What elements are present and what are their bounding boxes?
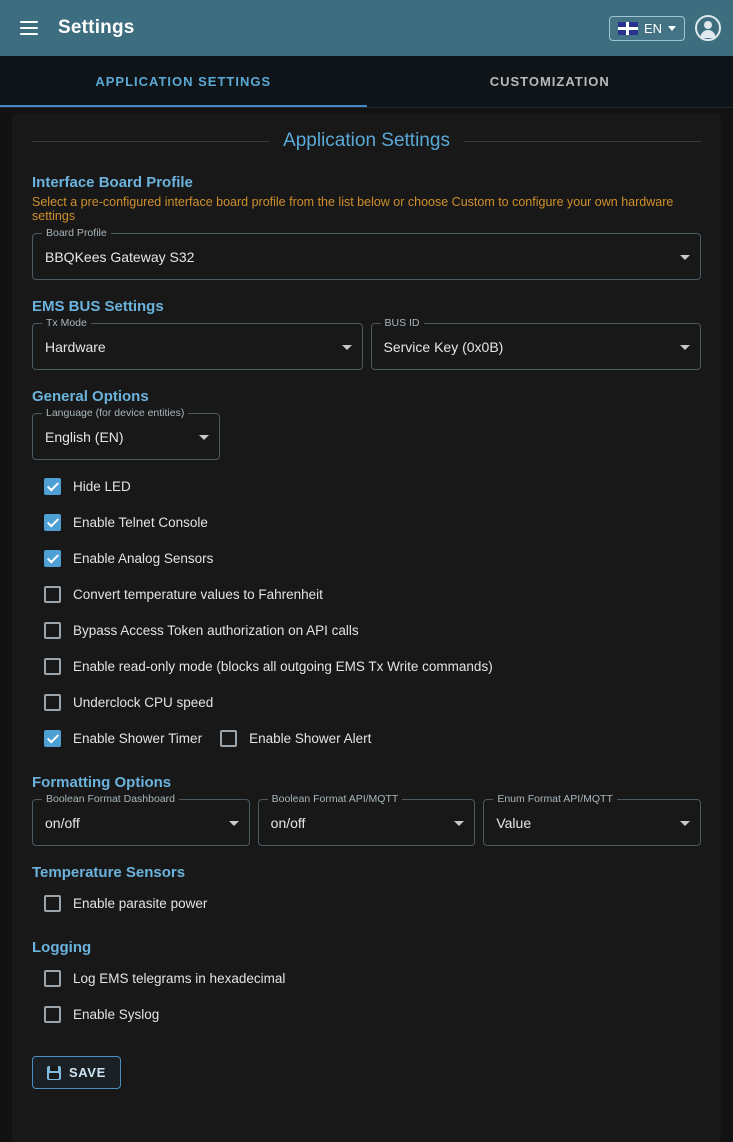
section-formatting-options (32, 774, 701, 846)
chevron-down-icon (668, 26, 676, 31)
checkbox-label: Enable Shower Timer (73, 730, 203, 746)
checkbox-label: Hide LED (73, 478, 131, 494)
boolean-format-dashboard-select[interactable] (32, 793, 250, 846)
checkbox-enable-shower-timer[interactable] (32, 730, 202, 747)
section-description: Select a pre-configured interface board profile from the list below or choose Custom to configure your own hardware settings (32, 195, 674, 223)
content-title: Application Settings (283, 130, 450, 151)
boolean-format-api-value: on/off (270, 814, 306, 831)
hamburger-bar (20, 27, 38, 29)
checkbox-box (44, 550, 61, 567)
section-heading: EMS BUS Settings (32, 298, 164, 315)
uk-flag-icon (618, 22, 638, 35)
section-heading: Logging (32, 939, 92, 956)
topbar-actions (609, 15, 721, 41)
enum-format-api-label: Enum Format API/MQTT (493, 793, 617, 805)
hamburger-bar (20, 21, 38, 23)
checkbox-label: Enable Analog Sensors (73, 550, 214, 566)
board-profile-value: BBQKees Gateway S32 (45, 248, 195, 265)
language-select[interactable] (32, 407, 220, 460)
checkbox-convert-fahrenheit[interactable] (32, 586, 323, 603)
ems-bus-fields-row (32, 317, 701, 370)
divider-left (32, 141, 269, 142)
bus-id-label: BUS ID (381, 317, 424, 329)
checkbox-box (44, 658, 61, 675)
checkbox-box (44, 970, 61, 987)
checkbox-row-shower (32, 720, 701, 756)
formatting-fields-row (32, 793, 701, 846)
tab-bar (0, 56, 733, 108)
checkbox-label: Enable parasite power (73, 895, 208, 911)
checkbox-underclock-cpu[interactable] (32, 694, 213, 711)
checkbox-row-read-only-mode (32, 648, 701, 684)
language-value: English (EN) (45, 428, 124, 445)
hamburger-bar (20, 33, 38, 35)
checkbox-box (44, 694, 61, 711)
checkbox-enable-analog-sensors[interactable] (32, 550, 213, 567)
page-title: Settings (58, 17, 135, 38)
section-heading: Formatting Options (32, 774, 172, 791)
chevron-down-icon (454, 821, 464, 826)
language-label: Language (for device entities) (42, 407, 188, 419)
checkbox-row-log-ems-telegrams (32, 960, 701, 996)
section-logging (32, 939, 701, 1032)
checkbox-box (44, 895, 61, 912)
section-heading: Temperature Sensors (32, 864, 186, 881)
save-disk-icon (47, 1066, 61, 1080)
chevron-down-icon (199, 435, 209, 440)
boolean-format-dashboard-label: Boolean Format Dashboard (42, 793, 179, 805)
checkbox-enable-syslog[interactable] (32, 1006, 159, 1023)
tab-customization[interactable] (367, 56, 733, 107)
checkbox-box (44, 1006, 61, 1023)
tx-mode-label: Tx Mode (42, 317, 91, 329)
checkbox-row-enable-telnet-console (32, 504, 701, 540)
checkbox-row-enable-syslog (32, 996, 701, 1032)
checkbox-read-only-mode[interactable] (32, 658, 493, 675)
top-app-bar (0, 0, 733, 56)
tab-label: APPLICATION SETTINGS (95, 74, 272, 89)
checkbox-row-underclock-cpu (32, 684, 701, 720)
chevron-down-icon (680, 821, 690, 826)
boolean-format-dashboard-value: on/off (45, 814, 80, 831)
checkbox-box (220, 730, 237, 747)
checkbox-log-ems-telegrams-hex[interactable] (32, 970, 285, 987)
settings-content-panel (12, 114, 721, 1142)
tx-mode-select[interactable] (32, 317, 363, 370)
checkbox-bypass-access-token[interactable] (32, 622, 359, 639)
chevron-down-icon (229, 821, 239, 826)
save-button-label: SAVE (69, 1065, 106, 1080)
chevron-down-icon (680, 345, 690, 350)
checkbox-row-parasite-power (32, 885, 701, 921)
checkbox-label: Bypass Access Token authorization on API calls (73, 622, 359, 638)
section-temperature-sensors (32, 864, 701, 921)
section-general-options (32, 388, 701, 756)
checkbox-enable-shower-alert[interactable] (208, 730, 371, 747)
checkbox-label: Enable Shower Alert (249, 730, 372, 746)
save-button[interactable] (32, 1056, 121, 1089)
checkbox-box (44, 622, 61, 639)
checkbox-box (44, 514, 61, 531)
checkbox-row-convert-fahrenheit (32, 576, 701, 612)
enum-format-api-select[interactable] (483, 793, 701, 846)
checkbox-enable-parasite-power[interactable] (32, 895, 207, 912)
board-profile-label: Board Profile (42, 227, 111, 239)
section-heading: General Options (32, 388, 149, 405)
menu-icon[interactable] (12, 11, 46, 45)
account-circle-icon[interactable] (695, 15, 721, 41)
boolean-format-api-select[interactable] (258, 793, 476, 846)
checkbox-row-hide-led (32, 468, 701, 504)
tab-label: CUSTOMIZATION (489, 74, 610, 89)
checkbox-label: Enable Telnet Console (73, 514, 208, 530)
checkbox-row-bypass-access-token (32, 612, 701, 648)
tab-application-settings[interactable] (0, 56, 367, 107)
chevron-down-icon (342, 345, 352, 350)
language-selector-button[interactable] (609, 16, 685, 41)
chevron-down-icon (680, 255, 690, 260)
checkbox-enable-telnet-console[interactable] (32, 514, 208, 531)
section-heading: Interface Board Profile (32, 174, 193, 191)
checkbox-box (44, 586, 61, 603)
checkbox-label: Enable read-only mode (blocks all outgoing EMS Tx Write commands) (73, 658, 493, 674)
section-ems-bus-settings (32, 298, 701, 370)
checkbox-row-enable-analog-sensors (32, 540, 701, 576)
enum-format-api-value: Value (496, 814, 532, 831)
boolean-format-api-label: Boolean Format API/MQTT (268, 793, 403, 805)
section-interface-board-profile (32, 174, 701, 280)
checkbox-label: Convert temperature values to Fahrenheit (73, 586, 323, 602)
language-label: EN (643, 20, 662, 36)
content-header (32, 130, 701, 152)
checkbox-label: Log EMS telegrams in hexadecimal (73, 970, 286, 986)
checkbox-box (44, 478, 61, 495)
divider-right (464, 141, 701, 142)
checkbox-box (44, 730, 61, 747)
checkbox-hide-led[interactable] (32, 478, 131, 495)
checkbox-label: Underclock CPU speed (73, 694, 214, 710)
bus-id-select[interactable] (371, 317, 702, 370)
tx-mode-value: Hardware (45, 338, 106, 355)
checkbox-label: Enable Syslog (73, 1006, 160, 1022)
board-profile-select[interactable] (32, 227, 701, 280)
bus-id-value: Service Key (0x0B) (383, 338, 504, 355)
